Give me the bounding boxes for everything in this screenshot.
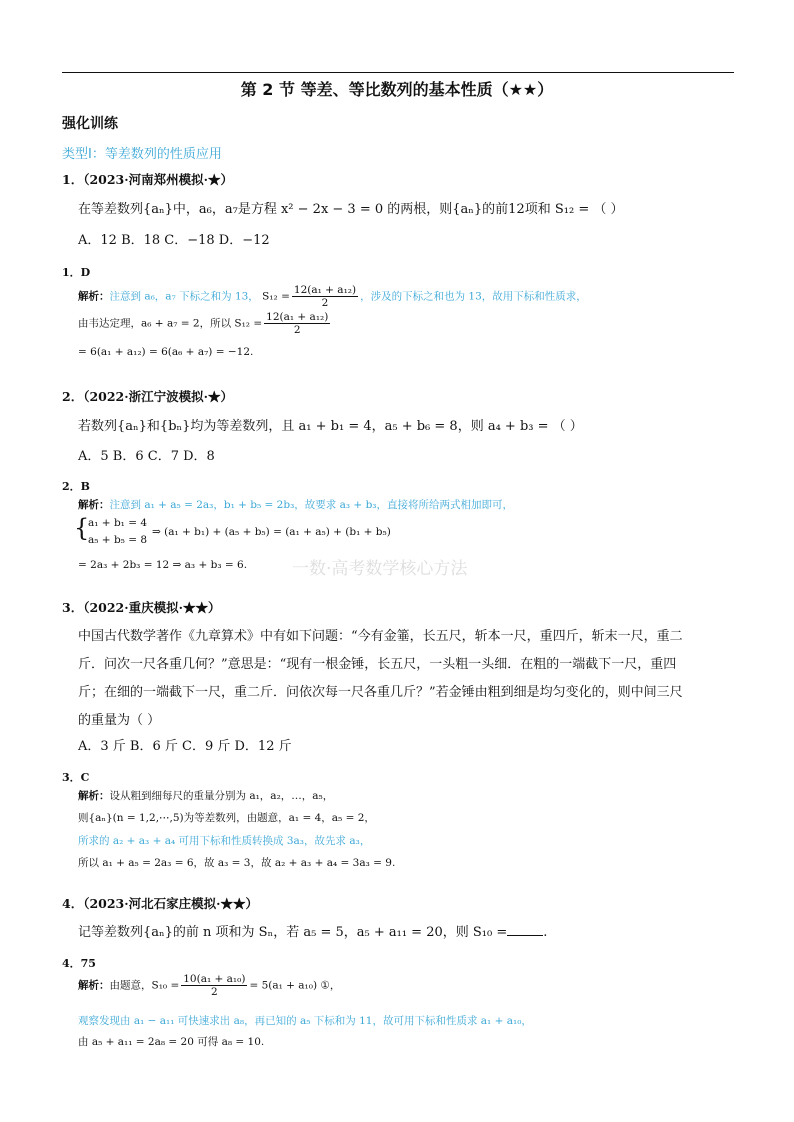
q4-text	[78, 921, 547, 940]
solution-label: 解析：	[78, 790, 110, 802]
answer-blank[interactable]	[507, 925, 543, 936]
q2-system-rhs: ⇒ (a₁ + b₁) + (a₅ + b₅) = (a₁ + a₅) + (b₁ + b₅)	[152, 526, 391, 538]
q4-fraction	[181, 973, 247, 998]
fraction-numerator: 10(a₁ + a₁₀)	[183, 973, 246, 985]
q2-solution-end: = 2a₃ + 2b₃ = 12 ⇒ a₃ + b₃ = 6.	[78, 559, 248, 571]
q4-text-main: 记等差数列{aₙ}的前 n 项和为 Sₙ，若 a₅ = 5，a₅ + a₁₁ = 20，则 S₁₀ =	[78, 925, 508, 940]
q2-heading: 2．（2022·浙江宁波模拟·★）	[62, 389, 233, 404]
q4-solution-s10: 由题意，S₁₀ =	[109, 979, 180, 992]
q2-solution-note: 注意到 a₁ + a₅ = 2a₃，b₁ + b₅ = 2b₃，故要求 a₃ + b₃，直接将所给两式相加即可，	[109, 499, 514, 511]
q3-solution-line1	[78, 788, 333, 803]
fraction-denominator: 2	[211, 986, 218, 998]
q1-solution-line1	[78, 284, 587, 309]
q1-s12-label: S₁₂ =	[262, 290, 290, 303]
page-title: 第 2 节 等差、等比数列的基本性质（★★）	[240, 80, 554, 99]
fraction-denominator: 2	[293, 324, 301, 336]
q1-solution-note-tail: ，涉及的下标之和也为 13，故用下标和性质求，	[360, 290, 587, 303]
q3-line1: 中国古代数学著作《九章算术》中有如下问题：“今有金箠，长五尺，斩本一尺，重四斤，斩末一尺，重二	[78, 629, 683, 644]
q4-answer: 4．75	[62, 957, 96, 970]
q4-solution-last: 由 a₅ + a₁₁ = 2a₈ = 20 可得 a₈ = 10.	[78, 1036, 265, 1048]
q4-solution-line1	[78, 973, 340, 998]
q3-solution-text: 设从粗到细每尺的重量分别为 a₁，a₂，…，a₅，	[109, 790, 334, 802]
solution-label: 解析：	[78, 499, 110, 511]
q1-solution-line2	[78, 311, 332, 336]
q4-heading: 4．（2023·河北石家庄模拟·★★）	[62, 896, 258, 911]
q1-answer: 1．D	[62, 266, 91, 279]
solution-label: 解析：	[78, 979, 110, 992]
q1-heading: 1．（2023·河南郑州模拟·★）	[62, 172, 233, 187]
q3-solution-line4: 所以 a₁ + a₅ = 2a₃ = 6，故 a₃ = 3，故 a₂ + a₃ + a₄ = 3a₃ = 9.	[78, 857, 396, 869]
q3-solution-line2: 则{aₙ}(n = 1,2,⋯,5)为等差数列，由题意，a₁ = 4，a₅ = 2，	[78, 812, 375, 824]
q1-text: 在等差数列{aₙ}中，a₆，a₇是方程 x² − 2x − 3 = 0 的两根，则{aₙ}的前12项和 S₁₂ = （ ）	[78, 202, 624, 217]
q2-system-eq2: a₅ + b₅ = 8	[88, 534, 148, 546]
q1-fraction	[292, 284, 358, 309]
q3-solution-note: 所求的 a₂ + a₃ + a₄ 可用下标和性质转换成 3a₃，故先求 a₃，	[78, 835, 371, 847]
q3-answer: 3．C	[62, 771, 90, 784]
watermark: 一数·高考数学核心方法	[292, 559, 468, 579]
q1-solution-line3: = 6(a₁ + a₁₂) = 6(a₆ + a₇) = −12.	[78, 346, 254, 358]
q3-heading: 3．（2022·重庆模拟·★★）	[62, 600, 221, 615]
q2-answer: 2．B	[62, 480, 90, 493]
q2-system-eq1: a₁ + b₁ = 4	[88, 517, 148, 529]
solution-label: 解析：	[78, 290, 110, 303]
fraction-numerator: 12(a₁ + a₁₂)	[293, 284, 357, 296]
header-rule	[62, 72, 734, 73]
q1-vieta-text: 由韦达定理，a₆ + a₇ = 2，所以 S₁₂ =	[78, 317, 263, 330]
q1-options: A．12 B．18 C．−18 D．−12	[78, 233, 270, 248]
q4-solution-rest: = 5(a₁ + a₁₀) ①，	[249, 979, 341, 992]
q2-text: 若数列{aₙ}和{bₙ}均为等差数列，且 a₁ + b₁ = 4，a₅ + b₆ = 8，则 a₄ + b₃ = （ ）	[78, 419, 583, 434]
q4-text-end: .	[543, 925, 548, 940]
q4-solution-note: 观察发现由 a₁ − a₁₁ 可快速求出 a₈，再已知的 a₅ 下标和为 11，故可用下标和性质求 a₁ + a₁₀，	[78, 1015, 532, 1027]
q1-fraction-2	[264, 311, 330, 336]
q2-solution-line1	[78, 497, 513, 512]
q3-line4: 的重量为（ ）	[78, 713, 161, 728]
q3-line3: 斤；在细的一端截下一尺，重二斤．问依次每一尺各重几斤？”若金锤由粗到细是均匀变化的，则中间三尺	[78, 685, 683, 700]
section-heading: 强化训练	[62, 116, 118, 132]
q1-solution-note: 注意到 a₆，a₇ 下标之和为 13，	[109, 290, 259, 303]
fraction-denominator: 2	[321, 297, 329, 309]
q3-line2: 斤．问次一尺各重几何？”意思是：“现有一根金锤，长五尺，一头粗一头细．在粗的一端截下一尺，重四	[78, 657, 677, 672]
q2-options: A．5 B．6 C．7 D．8	[78, 449, 215, 464]
system-brace: {	[74, 514, 90, 542]
fraction-numerator: 12(a₁ + a₁₂)	[266, 311, 329, 323]
q3-options: A．3 斤 B．6 斤 C．9 斤 D．12 斤	[78, 739, 292, 754]
type-heading: 类型Ⅰ：等差数列的性质应用	[62, 147, 222, 162]
